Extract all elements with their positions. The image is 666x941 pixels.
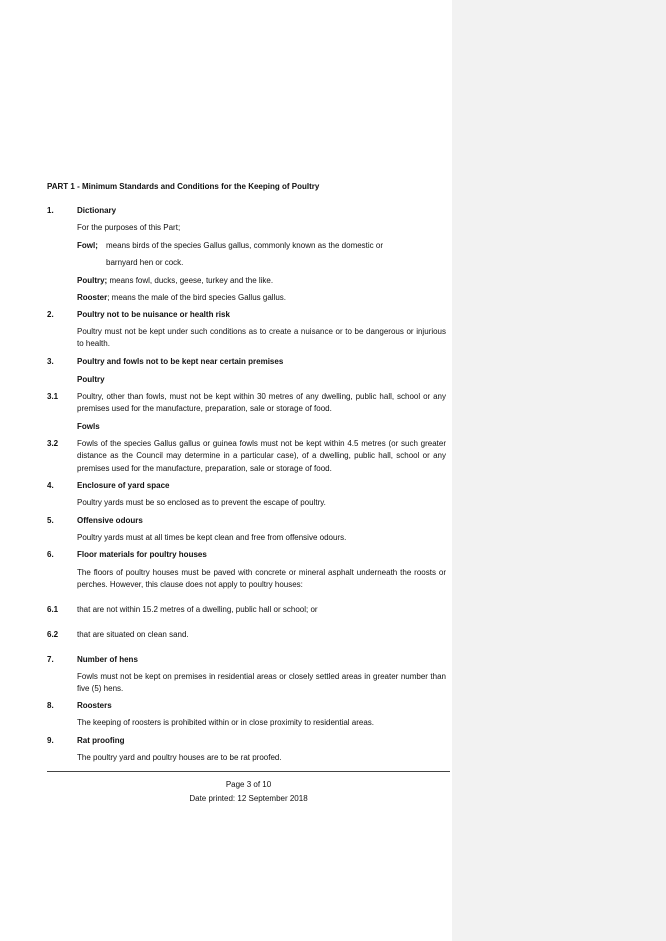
clause-number: 6.2: [47, 630, 59, 639]
clause-text: that are not within 15.2 metres of a dwelling, public hall or school; or: [77, 605, 318, 614]
section-heading: Rat proofing: [77, 736, 125, 745]
definition-poultry-text: means fowl, ducks, geese, turkey and the like.: [107, 276, 274, 285]
comment-margin-panel: [452, 0, 666, 941]
term-rooster: Rooster: [77, 293, 108, 302]
section-text: The poultry yard and poultry houses are to be rat proofed.: [77, 753, 282, 762]
dictionary-intro: For the purposes of this Part;: [77, 223, 181, 232]
section-heading: Offensive odours: [77, 516, 143, 525]
clause-number: 6.1: [47, 605, 59, 614]
definition-poultry: [77, 275, 273, 287]
section-number: 7.: [47, 655, 54, 664]
section-number: 4.: [47, 481, 54, 490]
section-number: 1.: [47, 206, 54, 215]
section-heading: Poultry not to be nuisance or health risk: [77, 310, 230, 319]
term-poultry: Poultry;: [77, 276, 108, 285]
section-heading: Poultry and fowls not to be kept near certain premises: [77, 357, 284, 366]
definition-fowl: means birds of the species Gallus gallus, commonly known as the domestic or: [106, 241, 384, 250]
section-heading: Floor materials for poultry houses: [77, 550, 207, 559]
section-heading: Dictionary: [77, 206, 117, 215]
page-number: Page 3 of 10: [225, 780, 272, 789]
section-text: Fowls must not be kept on premises in residential areas or closely settled areas in greater number than five (5) hens.: [77, 672, 446, 694]
term-fowl: Fowl;: [77, 241, 98, 250]
clause-text: that are situated on clean sand.: [77, 630, 189, 639]
section-heading: Roosters: [77, 701, 112, 710]
section-heading: Enclosure of yard space: [77, 481, 170, 490]
page-title: PART 1 - Minimum Standards and Conditions for the Keeping of Poultry: [47, 182, 320, 191]
section-text: The floors of poultry houses must be paved with concrete or mineral asphalt underneath the roosts or perches. However, this clause does not apply to poultry houses:: [77, 568, 446, 590]
section-number: 6.: [47, 550, 54, 559]
definition-fowl-cont: barnyard hen or cock.: [106, 258, 184, 267]
definition-rooster-text: ; means the male of the bird species Gallus gallus.: [107, 293, 286, 302]
section-text: Poultry yards must at all times be kept clean and free from offensive odours.: [77, 533, 347, 542]
subheading-poultry: Poultry: [77, 375, 105, 384]
subheading-fowls: Fowls: [77, 422, 100, 431]
clause-number: 3.1: [47, 392, 59, 401]
section-text: Poultry must not be kept under such conditions as to create a nuisance or to be dangerous or injurious to health.: [77, 327, 446, 349]
section-number: 3.: [47, 357, 54, 366]
section-text: The keeping of roosters is prohibited within or in close proximity to residential areas.: [77, 718, 375, 727]
section-number: 8.: [47, 701, 54, 710]
section-number: 5.: [47, 516, 54, 525]
definition-rooster: [77, 292, 286, 304]
section-number: 2.: [47, 310, 54, 319]
clause-text: Fowls of the species Gallus gallus or guinea fowls must not be kept within 4.5 metres (or such greater distance as the Council may determine in a particular case), of a dwelling, public hall, school or any premises used for the manufacture, preparation, sale or storage of food.: [77, 439, 446, 473]
clause-text: Poultry, other than fowls, must not be kept within 30 metres of any dwelling, public hall, school or any premises used for the manufacture, preparation, sale or storage of food.: [77, 392, 446, 414]
section-heading: Number of hens: [77, 655, 138, 664]
section-number: 9.: [47, 736, 54, 745]
clause-number: 3.2: [47, 439, 59, 448]
section-text: Poultry yards must be so enclosed as to prevent the escape of poultry.: [77, 498, 326, 507]
date-printed: Date printed: 12 September 2018: [189, 794, 308, 803]
footer-divider: [47, 771, 450, 772]
